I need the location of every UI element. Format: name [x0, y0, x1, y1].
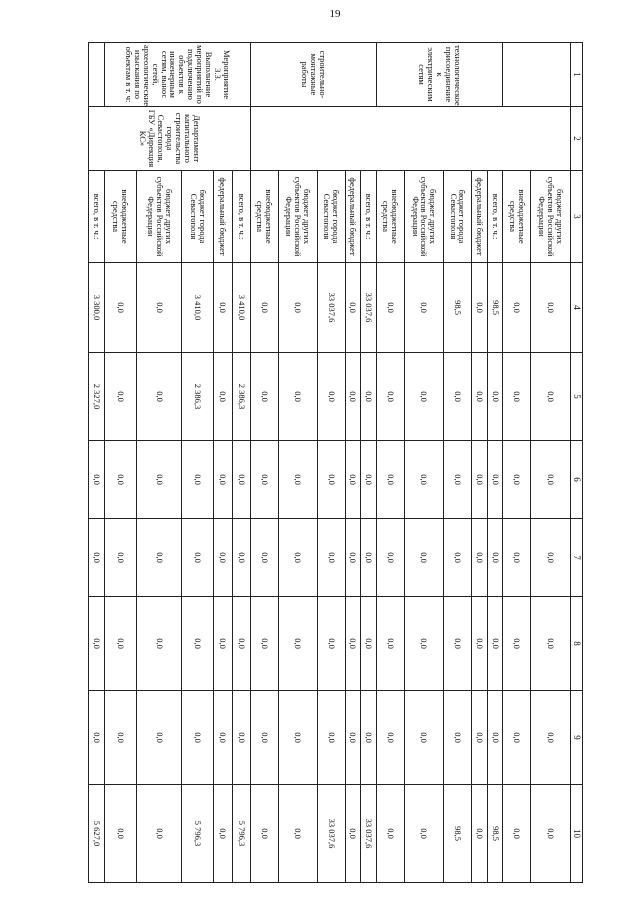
value-cell: 0,0	[503, 597, 531, 691]
value-cell: 33 037,6	[317, 263, 345, 353]
value-cell: 0,0	[404, 441, 443, 519]
value-cell: 0,0	[531, 519, 570, 597]
value-cell: 0,0	[89, 519, 105, 597]
value-cell: 0,0	[503, 519, 531, 597]
value-cell: 0,0	[278, 263, 317, 353]
header-cell: 7	[570, 519, 582, 597]
value-cell: 0,0	[487, 519, 503, 597]
value-cell: 0,0	[377, 597, 405, 691]
value-cell: 0,0	[361, 353, 377, 441]
value-cell: 5 796,3	[182, 785, 214, 883]
value-cell: 0,0	[377, 519, 405, 597]
value-cell: 0,0	[250, 263, 278, 353]
value-cell: 0,0	[377, 441, 405, 519]
item-cell	[89, 43, 105, 107]
value-cell: 0,0	[487, 691, 503, 785]
value-cell: 0,0	[104, 519, 136, 597]
value-cell: 0,0	[531, 441, 570, 519]
value-cell: 33 037,6	[317, 785, 345, 883]
source-cell: бюджет других субъектов Российской Федерации	[404, 171, 443, 263]
value-cell: 0,0	[136, 597, 182, 691]
value-cell: 0,0	[89, 691, 105, 785]
header-row	[570, 43, 582, 883]
value-cell: 0,0	[404, 263, 443, 353]
value-cell: 0,0	[531, 263, 570, 353]
value-cell: 0,0	[232, 691, 250, 785]
source-cell: внебюджетные средства	[503, 171, 531, 263]
value-cell: 0,0	[104, 691, 136, 785]
value-cell: 0,0	[444, 441, 472, 519]
value-cell: 5 796,3	[232, 785, 250, 883]
value-cell: 0,0	[278, 785, 317, 883]
value-cell: 98,5	[444, 263, 472, 353]
value-cell: 0,0	[250, 519, 278, 597]
table-row	[232, 43, 250, 883]
value-cell: 0,0	[471, 519, 487, 597]
value-cell: 0,0	[317, 353, 345, 441]
value-cell: 0,0	[104, 263, 136, 353]
value-cell: 0,0	[471, 785, 487, 883]
value-cell: 0,0	[531, 597, 570, 691]
header-cell: 10	[570, 785, 582, 883]
source-cell: бюджет города Севастополя	[182, 171, 214, 263]
value-cell: 0,0	[503, 353, 531, 441]
value-cell: 3 410,0	[232, 263, 250, 353]
value-cell: 0,0	[345, 691, 361, 785]
source-cell: всего, в т. ч.:	[232, 171, 250, 263]
value-cell: 0,0	[361, 597, 377, 691]
value-cell: 0,0	[214, 691, 232, 785]
value-cell: 0,0	[136, 353, 182, 441]
item-cell: технологическое присоединение к электрическим сетям	[377, 43, 503, 107]
value-cell: 0,0	[232, 441, 250, 519]
header-cell: 2	[570, 107, 582, 171]
value-cell: 0,0	[214, 785, 232, 883]
value-cell: 0,0	[104, 597, 136, 691]
value-cell: 0,0	[361, 441, 377, 519]
value-cell: 98,5	[487, 785, 503, 883]
value-cell: 0,0	[278, 519, 317, 597]
value-cell: 0,0	[136, 441, 182, 519]
value-cell: 0,0	[345, 441, 361, 519]
header-cell: 5	[570, 353, 582, 441]
value-cell: 98,5	[444, 785, 472, 883]
value-cell: 0,0	[278, 353, 317, 441]
value-cell: 0,0	[250, 785, 278, 883]
source-cell: федеральный бюджет	[471, 171, 487, 263]
value-cell: 0,0	[531, 353, 570, 441]
budget-table-sheet	[88, 42, 583, 882]
header-cell: 6	[570, 441, 582, 519]
value-cell: 0,0	[136, 785, 182, 883]
value-cell: 0,0	[377, 353, 405, 441]
source-cell: внебюджетные средства	[377, 171, 405, 263]
value-cell: 0,0	[232, 519, 250, 597]
value-cell: 0,0	[104, 353, 136, 441]
value-cell: 0,0	[182, 519, 214, 597]
value-cell: 3 410,0	[182, 263, 214, 353]
value-cell: 0,0	[278, 597, 317, 691]
value-cell: 0,0	[471, 597, 487, 691]
value-cell: 2 386,3	[232, 353, 250, 441]
value-cell: 0,0	[214, 519, 232, 597]
value-cell: 0,0	[531, 785, 570, 883]
value-cell: 0,0	[317, 691, 345, 785]
value-cell: 0,0	[278, 691, 317, 785]
value-cell: 0,0	[89, 441, 105, 519]
value-cell: 0,0	[182, 441, 214, 519]
value-cell: 0,0	[487, 597, 503, 691]
value-cell: 0,0	[317, 597, 345, 691]
source-cell: бюджет города Севастополя	[444, 171, 472, 263]
value-cell: 2 327,0	[89, 353, 105, 441]
source-cell: бюджет других субъектов Российской Федерации	[531, 171, 570, 263]
source-cell: всего, в т. ч.:	[89, 171, 105, 263]
value-cell: 0,0	[444, 519, 472, 597]
value-cell: 0,0	[404, 353, 443, 441]
value-cell: 0,0	[487, 441, 503, 519]
value-cell: 0,0	[250, 353, 278, 441]
item-cell: Мероприятие 3.3. Выполнение мероприятий по подключению объектов к инженерным сетям, вынос сетей, археологические изыскания по объектам в т. ч:	[104, 43, 250, 107]
value-cell: 0,0	[444, 597, 472, 691]
value-cell: 0,0	[404, 597, 443, 691]
source-cell: бюджет других субъектов Российской Федерации	[278, 171, 317, 263]
value-cell: 0,0	[214, 353, 232, 441]
value-cell: 0,0	[104, 441, 136, 519]
source-cell: всего, в т. ч.:	[487, 171, 503, 263]
value-cell: 3 300,0	[89, 263, 105, 353]
value-cell: 0,0	[444, 691, 472, 785]
value-cell: 0,0	[250, 441, 278, 519]
value-cell: 0,0	[487, 353, 503, 441]
value-cell: 0,0	[89, 597, 105, 691]
value-cell: 0,0	[361, 519, 377, 597]
value-cell: 2 386,3	[182, 353, 214, 441]
header-cell: 1	[570, 43, 582, 107]
value-cell: 0,0	[345, 597, 361, 691]
source-cell: всего, в т. ч.:	[361, 171, 377, 263]
table-row	[531, 43, 570, 883]
source-cell: федеральный бюджет	[214, 171, 232, 263]
value-cell: 98,5	[487, 263, 503, 353]
value-cell: 0,0	[345, 263, 361, 353]
value-cell: 0,0	[250, 691, 278, 785]
value-cell: 0,0	[345, 785, 361, 883]
value-cell: 0,0	[444, 353, 472, 441]
source-cell: бюджет города Севастополя	[317, 171, 345, 263]
item-cell: строительно-монтажные работы	[250, 43, 376, 107]
value-cell: 0,0	[377, 691, 405, 785]
value-cell: 0,0	[471, 441, 487, 519]
value-cell: 5 627,0	[89, 785, 105, 883]
value-cell: 0,0	[503, 691, 531, 785]
value-cell: 0,0	[232, 597, 250, 691]
value-cell: 33 037,6	[361, 263, 377, 353]
value-cell: 0,0	[404, 691, 443, 785]
executor-cell	[250, 107, 570, 171]
source-cell: бюджет других субъектов Российской Федерации	[136, 171, 182, 263]
value-cell: 0,0	[214, 597, 232, 691]
value-cell: 0,0	[531, 691, 570, 785]
value-cell: 0,0	[104, 785, 136, 883]
value-cell: 0,0	[278, 441, 317, 519]
value-cell: 0,0	[471, 263, 487, 353]
value-cell: 0,0	[404, 785, 443, 883]
value-cell: 0,0	[471, 691, 487, 785]
value-cell: 0,0	[214, 441, 232, 519]
value-cell: 0,0	[503, 441, 531, 519]
source-cell: федеральный бюджет	[345, 171, 361, 263]
source-cell: внебюджетные средства	[250, 171, 278, 263]
header-cell: 4	[570, 263, 582, 353]
executor-cell: Департамент капитального строительства города Севастополя, ГБУ «Дирекция КС»	[89, 107, 251, 171]
value-cell: 0,0	[377, 263, 405, 353]
value-cell: 0,0	[317, 441, 345, 519]
value-cell: 0,0	[136, 691, 182, 785]
value-cell: 0,0	[361, 691, 377, 785]
value-cell: 0,0	[250, 597, 278, 691]
page-number: 19	[329, 8, 341, 20]
value-cell: 0,0	[345, 353, 361, 441]
value-cell: 0,0	[317, 519, 345, 597]
value-cell: 0,0	[471, 353, 487, 441]
value-cell: 0,0	[503, 785, 531, 883]
header-cell: 3	[570, 171, 582, 263]
value-cell: 0,0	[345, 519, 361, 597]
value-cell: 0,0	[136, 519, 182, 597]
value-cell: 33 037,6	[361, 785, 377, 883]
table-body	[89, 43, 571, 883]
value-cell: 0,0	[182, 691, 214, 785]
value-cell: 0,0	[182, 597, 214, 691]
value-cell: 0,0	[377, 785, 405, 883]
value-cell: 0,0	[136, 263, 182, 353]
header-cell: 8	[570, 597, 582, 691]
source-cell: внебюджетные средства	[104, 171, 136, 263]
item-cell	[503, 43, 570, 107]
value-cell: 0,0	[404, 519, 443, 597]
header-cell: 9	[570, 691, 582, 785]
budget-table	[88, 42, 583, 883]
value-cell: 0,0	[503, 263, 531, 353]
value-cell: 0,0	[214, 263, 232, 353]
